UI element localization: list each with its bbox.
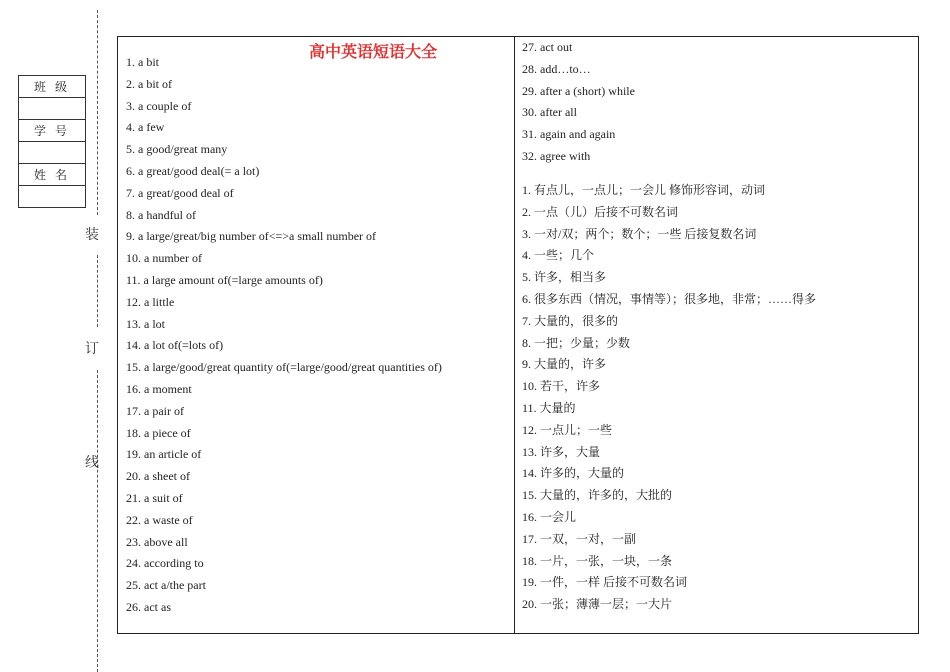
student-number-field[interactable] xyxy=(19,142,85,164)
meaning-item: 15. 大量的，许多的，大批的 xyxy=(522,488,673,503)
phrase-item: 8. a handful of xyxy=(126,207,196,222)
left-phrase-list xyxy=(126,52,442,619)
meaning-item: 1. 有点儿，一点儿；一会儿 修饰形容词，动词 xyxy=(522,183,766,197)
meaning-item: 2. 一点（儿）后接不可数名词 xyxy=(522,204,679,219)
phrase-item: 18. a piece of xyxy=(126,425,191,440)
meaning-item: 5. 许多，相当多 xyxy=(522,270,607,285)
class-label: 班 级 xyxy=(19,76,85,98)
phrase-item: 19. an article of xyxy=(126,447,202,462)
meaning-item: 11. 大量的 xyxy=(522,400,576,415)
phrase-item: 9. a large/great/big number of<=>a small number of xyxy=(126,229,377,244)
class-field[interactable] xyxy=(19,98,85,120)
meaning-item: 8. 一把；少量；少数 xyxy=(522,335,631,350)
phrase-item: 5. a good/great many xyxy=(126,142,228,157)
meaning-item: 6. 很多东西（情况，事情等）；很多地，非常；……得多 xyxy=(522,291,817,306)
phrase-item: 14. a lot of(=lots of) xyxy=(126,338,224,353)
phrase-item: 24. according to xyxy=(126,556,204,571)
binding-char-xian: 线 xyxy=(85,456,99,471)
meaning-item: 16. 一会儿 xyxy=(522,509,577,524)
binding-line-top xyxy=(97,10,98,215)
meaning-item: 18. 一片，一张，一块，一条 xyxy=(522,553,673,568)
name-field[interactable] xyxy=(19,186,85,208)
student-info-box xyxy=(18,75,86,208)
phrase-item: 28. add…to… xyxy=(522,61,591,76)
phrase-item: 30. after all xyxy=(522,105,577,120)
phrase-item: 29. after a (short) while xyxy=(522,83,635,98)
meaning-item: 10. 若干，许多 xyxy=(522,379,601,394)
meaning-item: 9. 大量的，许多 xyxy=(522,357,607,372)
meaning-item: 4. 一些；几个 xyxy=(522,248,595,263)
phrase-item: 25. act a/the part xyxy=(126,578,206,593)
meaning-item: 13. 许多，大量 xyxy=(522,444,601,459)
phrase-item: 21. a suit of xyxy=(126,490,183,505)
meaning-item: 12. 一点儿；一些 xyxy=(522,422,613,437)
meaning-item: 7. 大量的，很多的 xyxy=(522,313,619,328)
phrase-item: 17. a pair of xyxy=(126,403,184,418)
phrase-item: 1. a bit xyxy=(126,55,159,69)
phrase-item: 32. agree with xyxy=(522,148,591,163)
binding-char-zhuang: 装 xyxy=(85,228,99,243)
meaning-item: 17. 一双，一对，一副 xyxy=(522,531,637,546)
name-label: 姓 名 xyxy=(19,164,85,186)
phrase-item: 4. a few xyxy=(126,120,165,135)
meaning-item: 14. 许多的，大量的 xyxy=(522,466,625,481)
phrase-item: 31. again and again xyxy=(522,127,616,142)
phrase-item: 11. a large amount of(=large amounts of) xyxy=(126,272,323,287)
student-number-label: 学 号 xyxy=(19,120,85,142)
phrase-item: 16. a moment xyxy=(126,381,192,396)
phrase-item: 22. a waste of xyxy=(126,512,193,527)
binding-line-bottom xyxy=(97,370,98,672)
phrase-item: 3. a couple of xyxy=(126,98,192,113)
page-title: 高中英语短语大全 xyxy=(308,42,437,61)
phrase-item: 12. a little xyxy=(126,294,175,309)
meaning-item: 20. 一张；薄薄一层；一大片 xyxy=(522,597,673,612)
binding-line-middle xyxy=(97,255,98,327)
phrase-item: 2. a bit of xyxy=(126,76,172,91)
right-phrase-list xyxy=(522,37,635,168)
phrase-sheet xyxy=(117,36,919,634)
meaning-list xyxy=(522,180,816,616)
phrase-item: 13. a lot xyxy=(126,316,165,331)
phrase-item: 26. act as xyxy=(126,599,171,614)
phrase-item: 23. above all xyxy=(126,534,188,549)
phrase-item: 15. a large/good/great quantity of(=large/good/great quantities of) xyxy=(126,360,442,375)
meaning-item: 3. 一对/双；两个；数个；一些 后接复数名词 xyxy=(522,226,757,241)
column-divider xyxy=(514,37,515,633)
binding-char-ding: 订 xyxy=(85,342,99,357)
phrase-item: 10. a number of xyxy=(126,251,202,266)
phrase-item: 7. a great/good deal of xyxy=(126,185,234,200)
phrase-item: 20. a sheet of xyxy=(126,469,190,484)
phrase-item: 6. a great/good deal(= a lot) xyxy=(126,163,260,178)
phrase-item: 27. act out xyxy=(522,40,573,54)
meaning-item: 19. 一件，一样 后接不可数名词 xyxy=(522,575,688,590)
